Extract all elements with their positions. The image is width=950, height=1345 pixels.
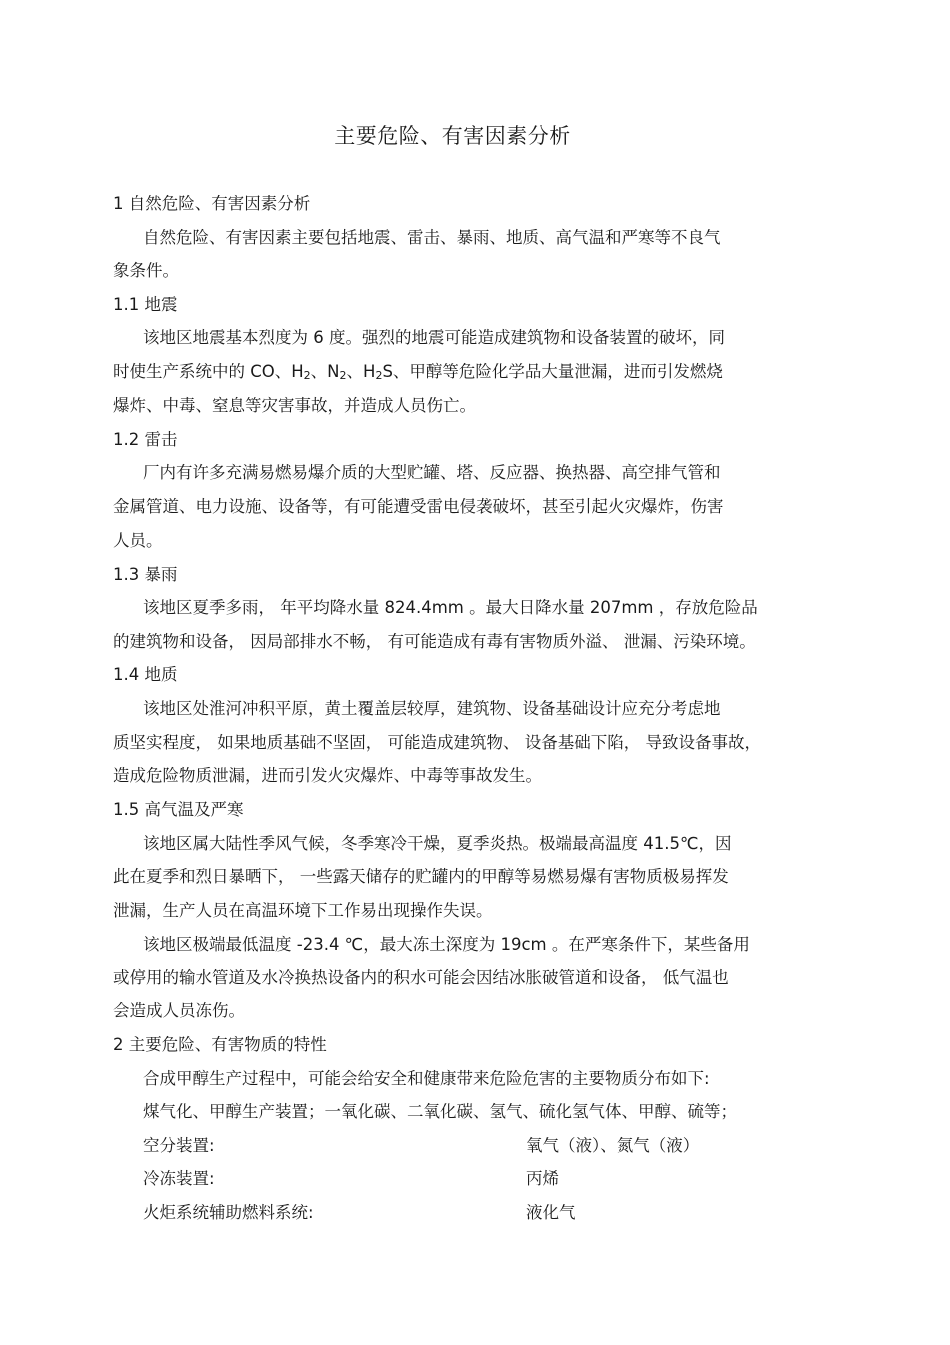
section-1-2-heading: 1.2 雷击: [113, 430, 178, 449]
paragraph-line: 厂内有许多充满易燃易爆介质的大型贮罐、塔、反应器、换热器、高空排气管和: [143, 463, 721, 482]
document-title: 主要危险、有害因素分析: [334, 124, 571, 148]
section-2-heading: 2 主要危险、有害物质的特性: [113, 1035, 327, 1054]
paragraph-line: 该地区夏季多雨， 年平均降水量 824.4mm 。最大日降水量 207mm ，存放危险品: [143, 598, 758, 617]
material-row-value: 液化气: [526, 1203, 576, 1222]
material-row-label: 冷冻装置:: [143, 1169, 215, 1188]
paragraph-line: 金属管道、电力设施、设备等，有可能遭受雷电侵袭破坏，甚至引起火灾爆炸，伤害: [113, 497, 724, 516]
section-1-heading: 1 自然危险、有害因素分析: [113, 194, 311, 213]
paragraph-line: 象条件。: [113, 261, 179, 280]
paragraph-line-formula: 时使生产系统中的 CO、$H_2$、$N_2$、$H_2S$、甲醇等危险化学品大量泄漏，进而引发燃烧: [113, 362, 723, 382]
material-row-value: 丙烯: [526, 1169, 559, 1188]
paragraph-line: 爆炸、中毒、窒息等灾害事故，并造成人员伤亡。: [113, 396, 476, 415]
section-1-3-heading: 1.3 暴雨: [113, 565, 178, 584]
paragraph-line: 人员。: [113, 531, 163, 550]
material-row-value: 氧气（液）、氮气（液）: [526, 1136, 700, 1155]
paragraph-line: 造成危险物质泄漏，进而引发火灾爆炸、中毒等事故发生。: [113, 766, 542, 785]
section-1-4-heading: 1.4 地质: [113, 665, 178, 684]
paragraph-line: 或停用的输水管道及水冷换热设备内的积水可能会因结冰胀破管道和设备， 低气温也: [113, 968, 729, 987]
paragraph-line: 的建筑物和设备， 因局部排水不畅， 有可能造成有毒有害物质外溢、 泄漏、污染环境。: [113, 632, 756, 651]
section-1-1-heading: 1.1 地震: [113, 295, 178, 314]
paragraph-line: 泄漏，生产人员在高温环境下工作易出现操作失误。: [113, 901, 493, 920]
paragraph-line: 煤气化、甲醇生产装置；一氧化碳、二氧化碳、氢气、硫化氢气体、甲醇、硫等；: [143, 1102, 737, 1121]
paragraph-line: 此在夏季和烈日暴晒下， 一些露天储存的贮罐内的甲醇等易燃易爆有害物质极易挥发: [113, 867, 729, 886]
paragraph-line: 该地区处淮河冲积平原，黄土覆盖层较厚，建筑物、设备基础设计应充分考虑地: [143, 699, 721, 718]
paragraph-line: 自然危险、有害因素主要包括地震、雷击、暴雨、地质、高气温和严寒等不良气: [143, 228, 721, 247]
paragraph-line: 该地区极端最低温度 -23.4 ℃，最大冻土深度为 19cm 。在严寒条件下，某些备用: [143, 935, 750, 954]
material-row-label: 火炬系统辅助燃料系统:: [143, 1203, 314, 1222]
paragraph-line: 质坚实程度， 如果地质基础不坚固， 可能造成建筑物、 设备基础下陷， 导致设备事故，: [113, 733, 761, 752]
section-1-5-heading: 1.5 高气温及严寒: [113, 800, 244, 819]
paragraph-line: 该地区属大陆性季风气候，冬季寒冷干燥，夏季炎热。极端最高温度 41.5℃，因: [143, 834, 732, 853]
paragraph-line: 该地区地震基本烈度为 6 度。强烈的地震可能造成建筑物和设备装置的破坏，同: [143, 328, 725, 347]
paragraph-line: 会造成人员冻伤。: [113, 1001, 245, 1020]
paragraph-line: 合成甲醇生产过程中，可能会给安全和健康带来危险危害的主要物质分布如下:: [143, 1069, 710, 1088]
material-row-label: 空分装置:: [143, 1136, 215, 1155]
